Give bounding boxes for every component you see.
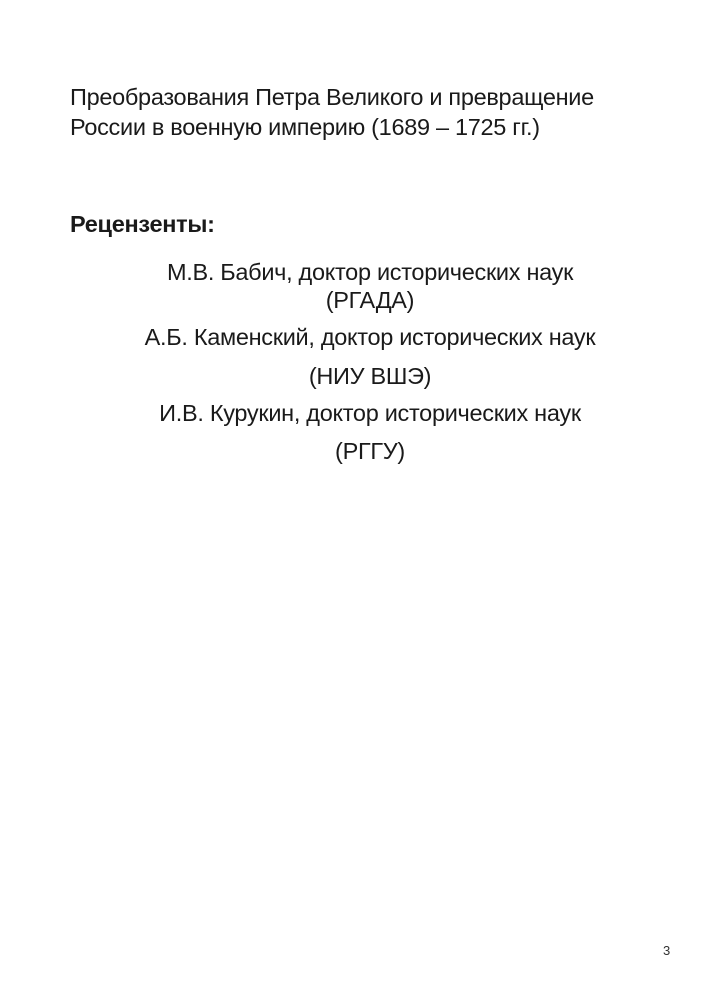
title-line-2: России в военную империю (1689 – 1725 гг.) bbox=[70, 114, 540, 140]
page-number: 3 bbox=[663, 943, 671, 958]
reviewer-1-institution: (РГАДА) bbox=[325, 287, 415, 313]
reviewer-1-name: М.В. Бабич, доктор исторических наук bbox=[166, 259, 574, 285]
reviewer-2-name: А.Б. Каменский, доктор исторических наук bbox=[144, 324, 596, 350]
reviewer-3-name: И.В. Курукин, доктор исторических наук bbox=[159, 400, 581, 426]
title-line-1: Преобразования Петра Великого и превращение bbox=[70, 84, 594, 110]
reviewer-3-institution: (РГГУ) bbox=[335, 438, 405, 464]
book-title bbox=[70, 82, 690, 142]
reviewers-heading: Рецензенты: bbox=[70, 211, 215, 237]
reviewer-2-institution: (НИУ ВШЭ) bbox=[308, 363, 432, 389]
